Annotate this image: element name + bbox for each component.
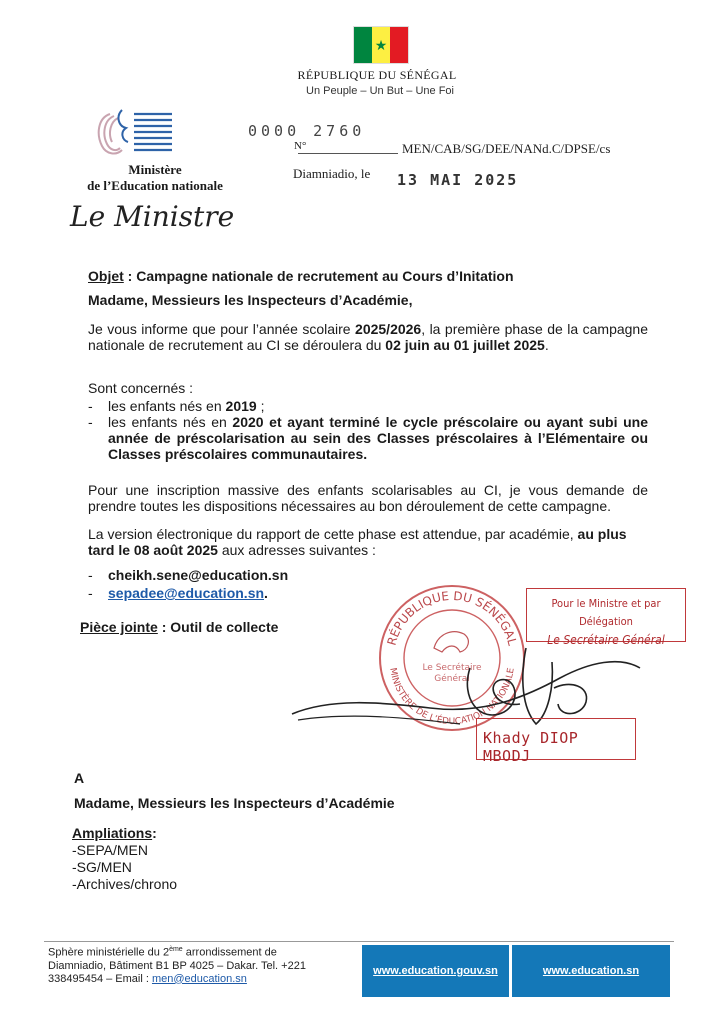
- le-ministre-heading: Le Ministre: [70, 200, 235, 233]
- footer-site-gouv[interactable]: www.education.gouv.sn: [362, 945, 509, 997]
- salutation: Madame, Messieurs les Inspecteurs d’Académie,: [88, 292, 413, 308]
- report-deadline: au plus tard le 08 août 2025: [88, 526, 627, 558]
- subject-text: : Campagne nationale de recrutement au Cours d’Initation: [123, 268, 514, 284]
- round-stamp-bottom-text: MINISTÈRE DE L’ÉDUCATION NATIONALE: [387, 667, 517, 728]
- star-icon: ★: [374, 37, 388, 53]
- list-item: -SEPA/MEN: [72, 842, 148, 858]
- campaign-dates: 02 juin au 01 juillet 2025: [385, 337, 545, 353]
- email-link-sepadee[interactable]: sepadee@education.sn: [108, 585, 265, 601]
- ministry-name: [70, 162, 240, 194]
- list-item: -SG/MEN: [72, 859, 132, 875]
- republic-title: RÉPUBLIQUE DU SÉNÉGAL: [297, 68, 457, 82]
- national-motto: Un Peuple – Un But – Une Foi: [306, 85, 454, 97]
- reference-prefix: N°: [294, 140, 307, 152]
- date-stamp: 13 MAI 2025: [397, 171, 519, 189]
- list-item: -Archives/chrono: [72, 876, 178, 892]
- ministry-line-2: de l’Education nationale: [87, 178, 223, 193]
- delegation-line-1: Pour le Ministre et par Délégation: [551, 597, 661, 628]
- email-link-cheikh[interactable]: cheikh.sene@education.sn: [108, 567, 289, 583]
- place-label: Diamniadio, le: [293, 166, 371, 181]
- reference-underline: [298, 153, 398, 154]
- ampliations-title: Ampliations:: [72, 825, 157, 841]
- round-stamp-center-1: Le Secrétaire: [422, 663, 482, 673]
- recipient-name: Madame, Messieurs les Inspecteurs d’Académie: [74, 795, 395, 811]
- round-stamp-top-text: RÉPUBLIQUE DU SÉNÉGAL: [384, 588, 520, 647]
- delegation-line-2: Le Secrétaire Général: [547, 633, 665, 647]
- footer-divider: [44, 941, 674, 942]
- ministry-logo: [92, 106, 176, 162]
- concerned-label: Sont concernés :: [88, 380, 194, 396]
- attachment-label: Pièce jointe: [80, 619, 158, 635]
- footer-site-edu[interactable]: www.education.sn: [512, 945, 670, 997]
- subject-line: [88, 268, 648, 284]
- list-item: - les enfants nés en 2019 ;: [88, 398, 265, 414]
- reference-number: 0000 2760: [248, 122, 366, 140]
- list-item: - sepadee@education.sn.: [88, 585, 268, 601]
- school-year: 2025/2026: [355, 321, 422, 337]
- attachment-line: [80, 619, 278, 635]
- senegal-flag: [353, 26, 409, 64]
- concerned-list: [88, 398, 648, 462]
- list-item: - les enfants nés en 2020 et ayant terminé le cycle préscolaire ou ayant subi une année de préscolarisation au sein des Classes préscolaires à l’Elémentaire ou Classes préscolaires communautaires.: [88, 414, 648, 462]
- round-stamp-center-2: Général: [434, 674, 470, 684]
- recipient-a: A: [74, 770, 85, 786]
- attachment-text: : Outil de collecte: [157, 619, 279, 635]
- footer-email-link[interactable]: men@education.sn: [151, 972, 247, 985]
- ampliations-list: [72, 842, 177, 893]
- signatory-name-stamp: Khady DIOP MBODJ: [476, 718, 636, 760]
- reference-code: MEN/CAB/SG/DEE/NANd.C/DPSE/cs: [402, 141, 611, 156]
- paragraph-instructions: Pour une inscription massive des enfants scolarisables au CI, je vous demande de prendre toutes les dispositions nécessaires au bon déroulement de cette campagne.: [88, 482, 648, 514]
- subject-label: Objet: [88, 268, 124, 284]
- paragraph-report: La version électronique du rapport de cette phase est attendue, par académie, au plus tard le 08 août 2025 aux adresses suivantes :: [88, 526, 627, 558]
- email-list: [88, 566, 288, 602]
- footer-address: Sphère ministérielle du 2ème arrondissement de Diamniadio, Bâtiment B1 BP 4025 – Dakar. Tel. +221 338495454 – Email : men@education.sn: [48, 946, 306, 985]
- paragraph-intro: Je vous informe que pour l’année scolaire 2025/2026, la première phase de la campagne nationale de recrutement au CI se déroulera du 02 juin au 01 juillet 2025.: [88, 321, 648, 353]
- ministry-line-1: Ministère: [128, 162, 182, 177]
- list-item: - cheikh.sene@education.sn: [88, 567, 289, 583]
